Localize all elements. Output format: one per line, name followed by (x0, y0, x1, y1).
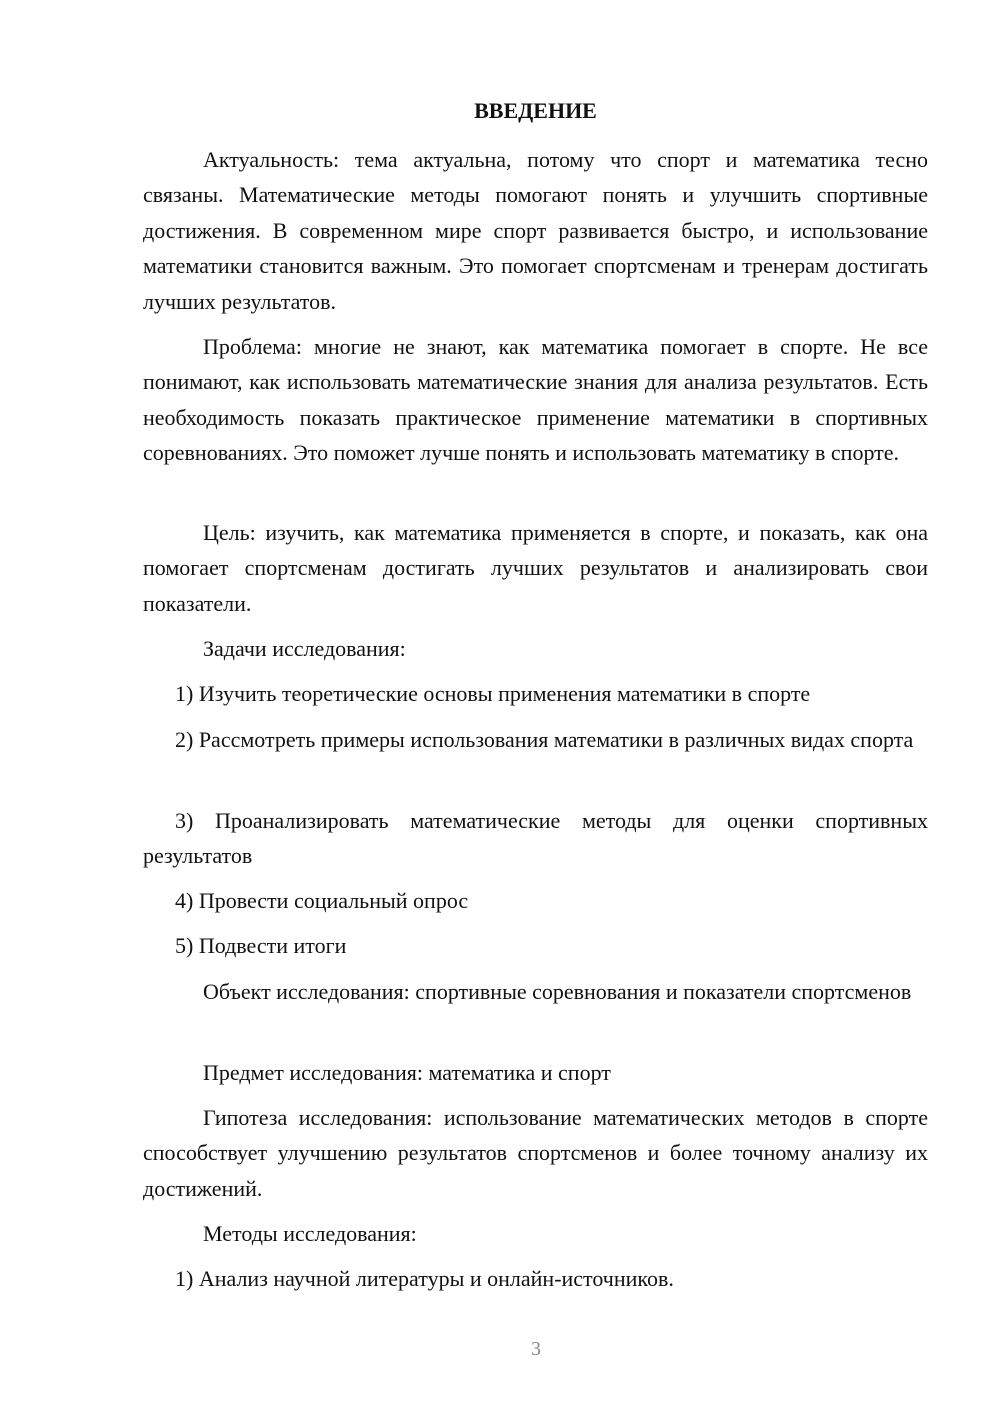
page-number: 3 (531, 1338, 541, 1360)
page-heading: ВВЕДЕНИЕ (474, 98, 597, 123)
list-item: 4) Провести социальный опрос (175, 888, 469, 913)
paragraph-problem: Проблема: многие не знают, как математика помогает в спорте. Не все понимают, как использовать математические знания для анализа результатов. Есть необходимость показать практическое применение математики в спортивных соревнованиях. Это поможет лучше понять и использовать математику в спорте. (143, 334, 928, 466)
paragraph-object: Объект исследования: спортивные соревнования и показатели спортсменов (203, 979, 912, 1004)
paragraph-methods-heading: Методы исследования: (203, 1221, 417, 1246)
paragraph-subject: Предмет исследования: математика и спорт (203, 1060, 611, 1085)
paragraph-hypothesis: Гипотеза исследования: использование математических методов в спорте способствует улучшению результатов спортсменов и более точному анализу их достижений. (143, 1105, 928, 1201)
list-item: 2) Рассмотреть примеры использования математики в различных видах спорта (175, 727, 914, 752)
list-item: 1) Анализ научной литературы и онлайн-источников. (175, 1266, 674, 1291)
paragraph-relevance: Актуальность: тема актуальна, потому что спорт и математика тесно связаны. Математические методы помогают понять и улучшить спортивные достижения. В современном мире спорт развивается быстро, и использование математики становится важным. Это помогает спортсменам и тренерам достигать лучших результатов. (143, 147, 928, 314)
list-item: 1) Изучить теоретические основы применения математики в спорте (175, 681, 811, 706)
list-item: 5) Подвести итоги (175, 933, 347, 958)
list-item: 3) Проанализировать математические методы для оценки спортивных результатов (143, 808, 928, 869)
paragraph-goal: Цель: изучить, как математика применяется в спорте, и показать, как она помогает спортсменам достигать лучших результатов и анализировать свои показатели. (143, 520, 928, 616)
paragraph-tasks-heading: Задачи исследования: (203, 636, 406, 661)
